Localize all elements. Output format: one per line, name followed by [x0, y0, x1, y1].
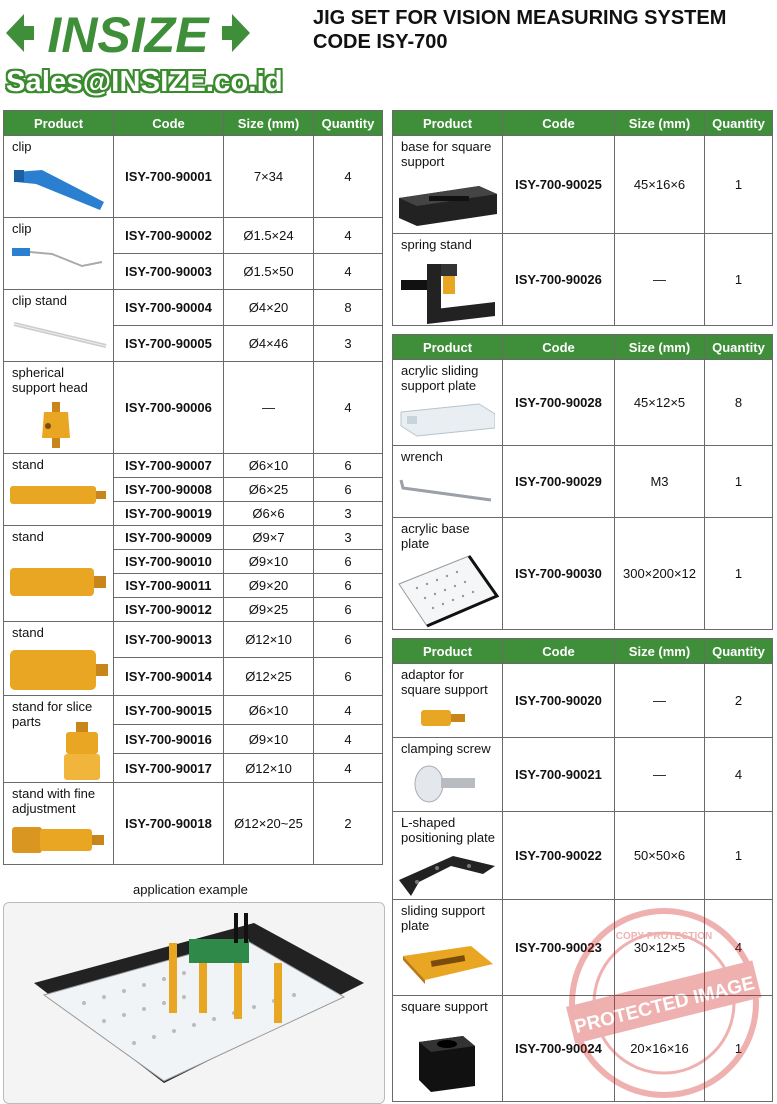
code-cell: ISY-700-90009 — [114, 526, 224, 550]
qty-cell: 4 — [705, 738, 773, 812]
table-row — [393, 360, 773, 446]
code-cell: ISY-700-90019 — [114, 502, 224, 526]
product-cell — [393, 996, 503, 1102]
qty-cell: 6 — [314, 550, 383, 574]
qty-cell: 8 — [705, 360, 773, 446]
product-cell — [393, 664, 503, 738]
left-table — [3, 110, 383, 865]
qty-cell: 4 — [314, 362, 383, 454]
product-cell — [4, 526, 114, 622]
qty-cell: 4 — [314, 254, 383, 290]
stand-image — [10, 566, 108, 600]
col-quantity: Quantity — [705, 111, 773, 136]
product-cell — [4, 290, 114, 362]
code-cell: ISY-700-90024 — [503, 996, 615, 1102]
qty-cell: 3 — [314, 526, 383, 550]
table-row — [393, 518, 773, 630]
size-cell: — — [615, 738, 705, 812]
code-cell: ISY-700-90006 — [114, 362, 224, 454]
product-cell — [4, 783, 114, 865]
table-row — [393, 664, 773, 738]
spring-stand-image — [397, 258, 497, 324]
qty-cell: 1 — [705, 996, 773, 1102]
col-product: Product — [393, 111, 503, 136]
size-cell: Ø12×20~25 — [224, 783, 314, 865]
title-line-2: CODE ISY-700 — [313, 31, 448, 53]
product-cell — [4, 622, 114, 696]
application-example-image — [3, 902, 385, 1104]
col-quantity: Quantity — [705, 639, 773, 664]
code-cell: ISY-700-90022 — [503, 812, 615, 900]
size-cell: 300×200×12 — [615, 518, 705, 630]
product-name: sliding support plate — [401, 903, 485, 933]
title-line-1: JIG SET FOR VISION MEASURING SYSTEM — [313, 7, 727, 29]
product-name: square support — [401, 999, 488, 1014]
code-cell: ISY-700-90001 — [114, 136, 224, 218]
table-header — [393, 111, 773, 136]
product-name: stand with fine adjustment — [12, 786, 96, 816]
product-name: stand — [12, 529, 44, 544]
col-code: Code — [503, 335, 615, 360]
sliding-plate-image — [401, 944, 495, 984]
size-cell: 45×12×5 — [615, 360, 705, 446]
application-example-drawing — [4, 903, 384, 1103]
size-cell: Ø9×25 — [224, 598, 314, 622]
code-cell: ISY-700-90013 — [114, 622, 224, 658]
code-cell: ISY-700-90020 — [503, 664, 615, 738]
table-row — [4, 362, 383, 454]
product-cell — [4, 454, 114, 526]
product-cell — [393, 900, 503, 996]
code-cell: ISY-700-90002 — [114, 218, 224, 254]
qty-cell: 1 — [705, 812, 773, 900]
size-cell: Ø12×10 — [224, 622, 314, 658]
fine-adjust-stand-image — [12, 823, 108, 859]
base-image — [399, 180, 497, 226]
product-name: acrylic base plate — [401, 521, 470, 551]
product-cell — [393, 136, 503, 234]
size-cell: Ø9×7 — [224, 526, 314, 550]
qty-cell: 4 — [314, 136, 383, 218]
code-cell: ISY-700-90025 — [503, 136, 615, 234]
code-cell: ISY-700-90014 — [114, 658, 224, 696]
size-cell: Ø12×10 — [224, 754, 314, 783]
product-name: clamping screw — [401, 741, 491, 756]
right-table-2 — [392, 334, 773, 630]
clamping-screw-image — [411, 762, 481, 808]
code-cell: ISY-700-90029 — [503, 446, 615, 518]
slice-stand-image — [60, 722, 104, 782]
col-code: Code — [503, 111, 615, 136]
product-name: wrench — [401, 449, 443, 464]
code-cell: ISY-700-90011 — [114, 574, 224, 598]
table-row — [393, 738, 773, 812]
right-table-1 — [392, 110, 773, 326]
product-cell — [4, 696, 114, 783]
code-cell: ISY-700-90018 — [114, 783, 224, 865]
size-cell: Ø6×25 — [224, 478, 314, 502]
qty-cell: 4 — [314, 218, 383, 254]
wrench-image — [399, 474, 495, 504]
code-cell: ISY-700-90028 — [503, 360, 615, 446]
size-cell: 7×34 — [224, 136, 314, 218]
code-cell: ISY-700-90017 — [114, 754, 224, 783]
spherical-head-image — [36, 402, 76, 452]
product-name: stand — [12, 625, 44, 640]
size-cell: Ø4×20 — [224, 290, 314, 326]
col-size: Size (mm) — [224, 111, 314, 136]
size-cell: 20×16×16 — [615, 996, 705, 1102]
product-name: acrylic sliding support plate — [401, 363, 479, 393]
product-cell — [4, 136, 114, 218]
size-cell: — — [224, 362, 314, 454]
size-cell: — — [615, 664, 705, 738]
qty-cell: 6 — [314, 574, 383, 598]
adaptor-image — [421, 706, 471, 730]
table-row — [4, 454, 383, 478]
code-cell: ISY-700-90015 — [114, 696, 224, 725]
qty-cell: 6 — [314, 454, 383, 478]
qty-cell: 2 — [314, 783, 383, 865]
qty-cell: 2 — [705, 664, 773, 738]
code-cell: ISY-700-90008 — [114, 478, 224, 502]
table-row — [393, 446, 773, 518]
brand-text: INSIZE — [47, 7, 209, 62]
product-name: clip stand — [12, 293, 67, 308]
qty-cell: 3 — [314, 502, 383, 526]
size-cell: Ø9×10 — [224, 550, 314, 574]
col-size: Size (mm) — [615, 335, 705, 360]
code-cell: ISY-700-90007 — [114, 454, 224, 478]
product-name: stand for slice parts — [12, 699, 93, 729]
col-product: Product — [393, 335, 503, 360]
size-cell: 45×16×6 — [615, 136, 705, 234]
size-cell: Ø9×10 — [224, 725, 314, 754]
product-name: spring stand — [401, 237, 472, 252]
table-row — [4, 696, 383, 725]
code-cell: ISY-700-90026 — [503, 234, 615, 326]
table-header — [4, 111, 383, 136]
product-cell — [393, 738, 503, 812]
l-plate-image — [397, 852, 497, 898]
table-row — [4, 218, 383, 254]
size-cell: Ø6×10 — [224, 454, 314, 478]
size-cell: M3 — [615, 446, 705, 518]
col-product: Product — [393, 639, 503, 664]
qty-cell: 1 — [705, 136, 773, 234]
code-cell: ISY-700-90023 — [503, 900, 615, 996]
table-row — [393, 136, 773, 234]
qty-cell: 4 — [314, 696, 383, 725]
stamp-text: PROTECTED IMAGE — [572, 972, 757, 1038]
table-header — [393, 639, 773, 664]
product-name: stand — [12, 457, 44, 472]
qty-cell: 1 — [705, 518, 773, 630]
page-title — [313, 6, 726, 54]
table-row — [393, 812, 773, 900]
product-name: adaptor for square support — [401, 667, 488, 697]
qty-cell: 3 — [314, 326, 383, 362]
qty-cell: 4 — [314, 754, 383, 783]
qty-cell: 6 — [314, 598, 383, 622]
code-cell: ISY-700-90004 — [114, 290, 224, 326]
product-cell — [393, 446, 503, 518]
table-header — [393, 335, 773, 360]
col-code: Code — [503, 639, 615, 664]
code-cell: ISY-700-90016 — [114, 725, 224, 754]
product-cell — [4, 362, 114, 454]
qty-cell: 1 — [705, 446, 773, 518]
sales-email[interactable]: Sales@INSIZE.co.id — [6, 66, 283, 98]
qty-cell: 1 — [705, 234, 773, 326]
code-cell: ISY-700-90012 — [114, 598, 224, 622]
qty-cell: 4 — [705, 900, 773, 996]
product-name: L-shaped positioning plate — [401, 815, 495, 845]
clip-image — [12, 166, 108, 214]
col-code: Code — [114, 111, 224, 136]
code-cell: ISY-700-90005 — [114, 326, 224, 362]
code-cell: ISY-700-90021 — [503, 738, 615, 812]
product-cell — [393, 812, 503, 900]
qty-cell: 8 — [314, 290, 383, 326]
product-cell — [393, 234, 503, 326]
product-name: clip — [12, 139, 32, 154]
product-name: spherical support head — [12, 365, 88, 395]
table-row — [4, 290, 383, 326]
product-cell — [4, 218, 114, 290]
clip-stand-image — [10, 316, 110, 356]
protected-image-stamp — [566, 905, 762, 1101]
col-product: Product — [4, 111, 114, 136]
code-cell: ISY-700-90030 — [503, 518, 615, 630]
col-quantity: Quantity — [314, 111, 383, 136]
size-cell: Ø1.5×50 — [224, 254, 314, 290]
size-cell: Ø12×25 — [224, 658, 314, 696]
size-cell: — — [615, 234, 705, 326]
table-row — [393, 234, 773, 326]
col-quantity: Quantity — [705, 335, 773, 360]
code-cell: ISY-700-90010 — [114, 550, 224, 574]
size-cell: 50×50×6 — [615, 812, 705, 900]
table-row — [4, 526, 383, 550]
product-name: clip — [12, 221, 32, 236]
size-cell: Ø6×6 — [224, 502, 314, 526]
col-size: Size (mm) — [615, 111, 705, 136]
product-cell — [393, 360, 503, 446]
size-cell: 30×12×5 — [615, 900, 705, 996]
size-cell: Ø6×10 — [224, 696, 314, 725]
acrylic-sliding-plate-image — [399, 402, 495, 438]
qty-cell: 6 — [314, 658, 383, 696]
qty-cell: 4 — [314, 725, 383, 754]
size-cell: Ø1.5×24 — [224, 218, 314, 254]
qty-cell: 6 — [314, 622, 383, 658]
table-row — [4, 136, 383, 218]
product-name: base for square support — [401, 139, 492, 169]
stand-image — [10, 482, 108, 508]
application-caption: application example — [133, 882, 248, 897]
stamp-ring-text: COPY PROTECTION — [615, 931, 713, 942]
square-support-image — [413, 1028, 479, 1094]
code-cell: ISY-700-90003 — [114, 254, 224, 290]
table-row — [4, 622, 383, 658]
insize-logo — [6, 4, 250, 62]
wire-clip-image — [12, 242, 108, 282]
qty-cell: 6 — [314, 478, 383, 502]
acrylic-base-plate-image — [397, 554, 499, 628]
size-cell: Ø4×46 — [224, 326, 314, 362]
product-cell — [393, 518, 503, 630]
size-cell: Ø9×20 — [224, 574, 314, 598]
col-size: Size (mm) — [615, 639, 705, 664]
table-row — [4, 783, 383, 865]
stand-image — [10, 648, 110, 692]
